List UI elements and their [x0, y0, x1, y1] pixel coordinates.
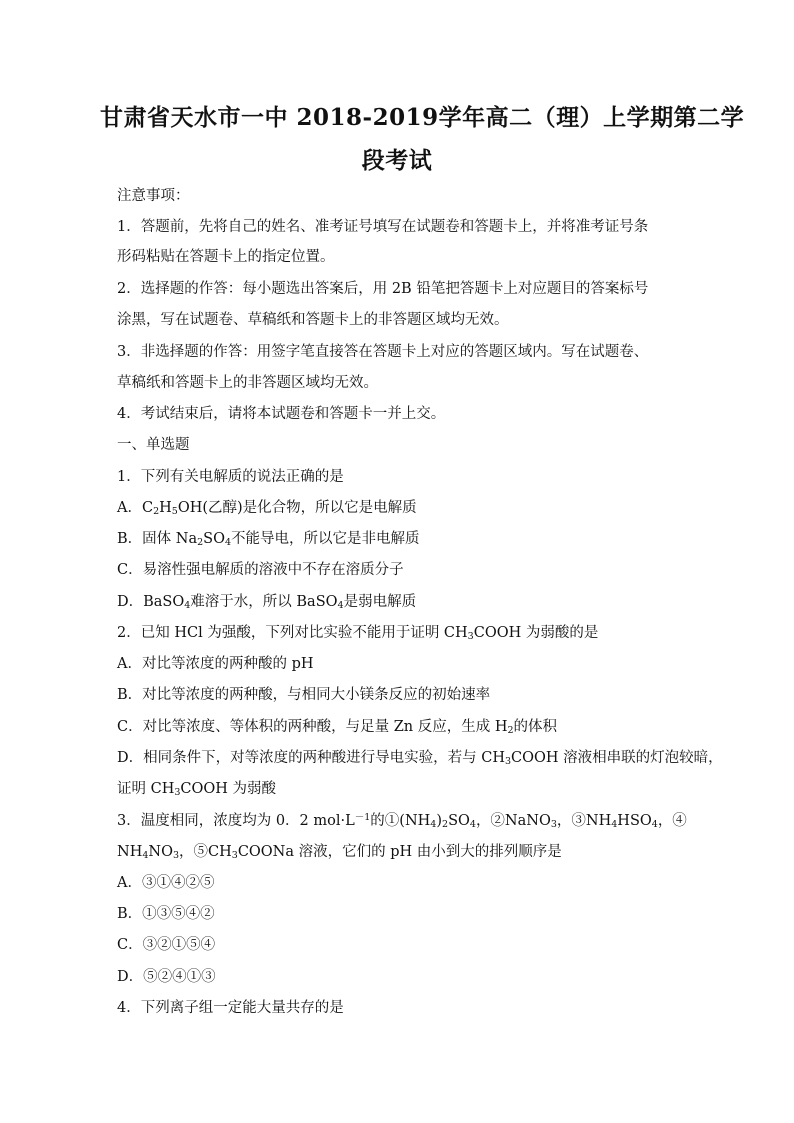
question-2-option-c: C．对比等浓度、等体积的两种酸，与足量 Zn 反应，生成 $H_2$的体积 [117, 719, 558, 736]
notice-item-1-line1: 1．答题前，先将自己的姓名、准考证号填写在试题卷和答题卡上，并将准考证号条 [117, 219, 649, 235]
notice-item-3-line1: 3．非选择题的作答：用签字笔直接答在答题卡上对应的答题区域内。写在试题卷、 [117, 344, 649, 360]
question-2-option-d-line1: D．相同条件下，对等浓度的两种酸进行导电实验，若与 $CH_3COOH$ 溶液相串联的灯泡较暗， [117, 750, 723, 767]
section-heading: 一、单选题 [117, 437, 190, 453]
page-title-line1: 甘肃省天水市一中 2018-2019学年高二（理）上学期第二学 [100, 104, 745, 131]
question-2-option-b: B．对比等浓度的两种酸，与相同大小镁条反应的初始速率 [117, 687, 491, 703]
notice-item-2-line2: 涂黑，写在试题卷、草稿纸和答题卡上的非答题区域均无效。 [117, 312, 509, 328]
question-1-option-b: B．固体 $Na_2SO_4$不能导电，所以它是非电解质 [117, 531, 420, 548]
question-2-option-d-line2: 证明 $CH_3COOH$ 为弱酸 [117, 781, 277, 798]
notice-heading: 注意事项： [117, 188, 190, 204]
question-3-stem-line1: 3．温度相同，浓度均为 0．2 $mol\cdot L^{-1}$的$①(NH_4)_2SO_4$，②NaNO$_3$，$③NH_4HSO_4$，④ [117, 812, 687, 830]
question-1-option-a: A．$C_2H_5OH$(乙醇)是化合物，所以它是电解质 [117, 500, 417, 517]
notice-item-3-line2: 草稿纸和答题卡上的非答题区域均无效。 [117, 375, 378, 391]
question-2-option-a: A．对比等浓度的两种酸的 pH [117, 656, 314, 672]
question-1-option-d: D．BaSO$_4$难溶于水，所以 BaSO$_4$是弱电解质 [117, 594, 417, 611]
question-2-stem: 2．已知 HCl 为强酸，下列对比实验不能用于证明 $CH_3COOH$ 为弱酸的是 [117, 625, 599, 642]
page-title-line2: 段考试 [361, 147, 433, 174]
question-3-option-b: B．①③⑤④② [117, 906, 215, 922]
notice-item-4: 4．考试结束后，请将本试题卷和答题卡一并上交。 [117, 406, 446, 422]
notice-item-1-line2: 形码粘贴在答题卡上的指定位置。 [117, 249, 335, 265]
question-1-stem: 1．下列有关电解质的说法正确的是 [117, 469, 344, 485]
question-4-stem: 4．下列离子组一定能大量共存的是 [117, 1000, 344, 1016]
question-3-option-a: A．③①④②⑤ [117, 875, 215, 891]
question-1-option-c: C．易溶性强电解质的溶液中不存在溶质分子 [117, 562, 404, 578]
question-3-option-d: D．⑤②④①③ [117, 969, 216, 985]
question-3-option-c: C．③②①⑤④ [117, 937, 216, 953]
question-3-stem-line2: $NH_4NO_3$，$⑤CH_3COONa$ 溶液，它们的 pH 由小到大的排列顺序是 [117, 844, 562, 861]
notice-item-2-line1: 2．选择题的作答：每小题选出答案后，用 2B 铅笔把答题卡上对应题目的答案标号 [117, 281, 649, 297]
